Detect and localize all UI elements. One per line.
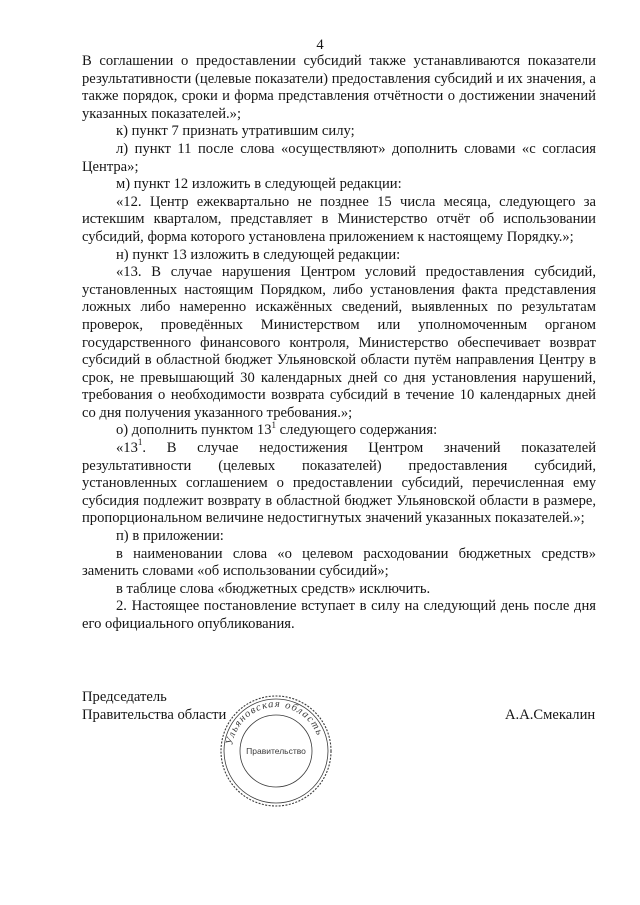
paragraph: к) пункт 7 признать утратившим силу; [116, 123, 355, 140]
paragraph: «12. Центр ежеквартально не позднее 15 числа месяца, следующего за истекшим кварталом, представляет в Министерство отчёт об использовании субсидий, форма которого установлена приложением к настоящему Порядку.»; [82, 193, 596, 245]
page-number: 4 [316, 37, 324, 53]
seal-ring-text: Ульяновская область [224, 698, 326, 747]
text: «13 [116, 440, 138, 457]
text: о) дополнить пунктом 13 [116, 422, 272, 439]
paragraph: л) пункт 11 после слова «осуществляют» дополнить словами «с согласия Центра»; [82, 140, 596, 175]
paragraph: п) в приложении: [116, 528, 224, 545]
paragraph: м) пункт 12 изложить в следующей редакции: [116, 176, 402, 193]
signatory-title-line: Правительства области [82, 706, 227, 723]
paragraph-13-1 [82, 437, 596, 528]
official-seal [218, 693, 334, 809]
superscript: 1 [271, 419, 277, 430]
paragraph: «13. В случае нарушения Центром условий предоставления субсидий, установленных настоящим Порядком, либо установления факта представления ложных либо намеренно искажённых сведений, выявленных по результатам проверок, проведённых Министерством или уполномоченным органом государственного финансового контроля, Министерство обеспечивает возврат субсидий в областной бюджет Ульяновской области путём направления Центру в срок, не превышающий 30 календарных дней со дня установления нарушений, требования о необходимости возврата субсидий в течение 10 календарных дней со дня получения указанного требования.»; [82, 264, 596, 421]
seal-graphic [218, 693, 334, 809]
superscript: 1 [137, 437, 143, 448]
text: . В случае недостижения Центром значений показателей результативности (целевых показателей) предоставления субсидий, установленных соглашением о предоставлении субсидий, перечисленная ему субсидия подлежит возврату в областной бюджет Ульяновской области в размере, пропорциональном величине недостигнутых значений указанных показателей.»; [82, 440, 596, 527]
seal-center-text: Правительство [246, 746, 306, 756]
text: следующего содержания: [276, 422, 438, 439]
document-body [82, 53, 596, 634]
paragraph: н) пункт 13 изложить в следующей редакции: [116, 246, 401, 263]
paragraph-item-o [82, 419, 596, 440]
signatory-title-line: Председатель [82, 689, 167, 705]
paragraph: 2. Настоящее постановление вступает в силу на следующий день после дня его официального опубликования. [82, 598, 596, 632]
paragraph: в наименовании слова «о целевом расходовании бюджетных средств» заменить словами «об использовании субсидий»; [82, 545, 596, 580]
signatory-name: А.А.Смекалин [505, 707, 596, 723]
paragraph: в таблице слова «бюджетных средств» исключить. [116, 580, 431, 597]
paragraph: В соглашении о предоставлении субсидий также устанавливаются показатели результативности (целевые показатели) предоставления субсидий и их значения, а также порядок, сроки и форма представления отчётности о достижении значений указанных показателей.»; [82, 53, 596, 122]
